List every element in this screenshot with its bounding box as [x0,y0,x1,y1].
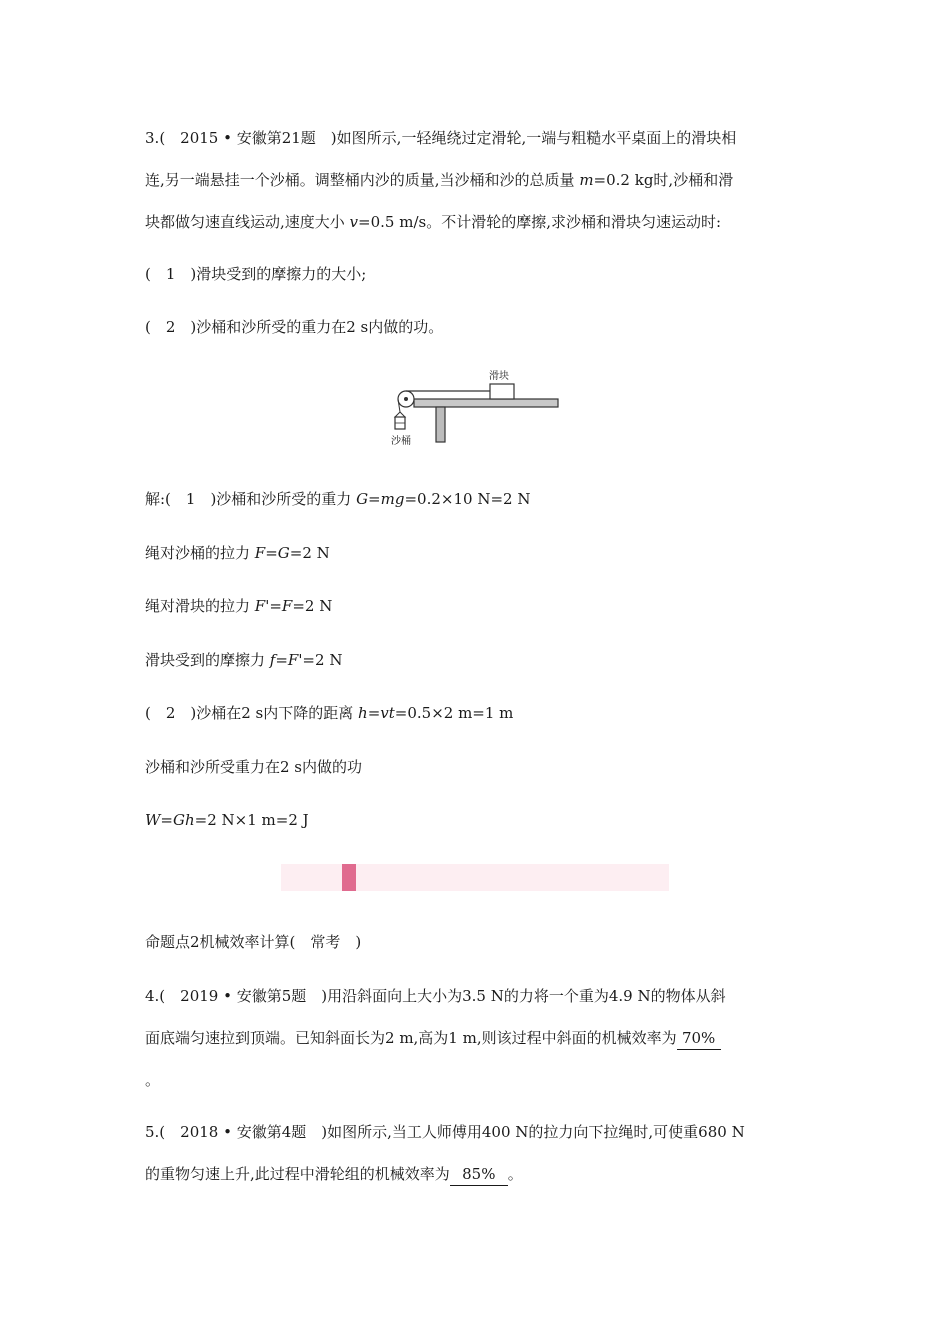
bucket-handle [395,412,405,417]
banner-accent-mark [342,864,356,891]
table-top [414,399,558,407]
solution-line-2: 绳对沙桶的拉力 F=G=2 N [145,544,330,562]
section-divider-banner [281,864,669,891]
q4-line-2: 面底端匀速拉到顶端。已知斜面长为2 m,高为1 m,则该过程中斜面的机械效率为 70% [145,1027,830,1050]
slider-block [490,384,514,399]
solution-line-6: 沙桶和沙所受重力在2 s内做的功 [145,758,363,776]
block-label: 滑块 [489,371,509,382]
table-leg [436,407,445,442]
q3-source: ( 2015 • 安徽第21题 ) [159,129,337,147]
q3-number: 3. [145,129,160,147]
q4-line-1: 4.( 2019 • 安徽第5题 )用沿斜面向上大小为3.5 N的力将一个重为4.9 N的物体从斜 [145,987,726,1005]
q3-subquestion-1: ( 1 )滑块受到的摩擦力的大小; [145,265,367,283]
section-heading: 命题点2机械效率计算( 常考 ) [145,933,362,951]
pulley-diagram [388,364,568,454]
pulley-axle [404,397,408,401]
q5-line-2: 的重物匀速上升,此过程中滑轮组的机械效率为 85% 。 [145,1163,830,1186]
solution-line-7: W=Gh=2 N×1 m=2 J [145,811,309,829]
solution-line-5: ( 2 )沙桶在2 s内下降的距离 h=vt=0.5×2 m=1 m [145,704,514,722]
q3-line-3: 块都做匀速直线运动,速度大小 v=0.5 m/s。不计滑轮的摩擦,求沙桶和滑块匀速运动时: [145,213,722,231]
q3-line-2: 连,另一端悬挂一个沙桶。调整桶内沙的质量,当沙桶和沙的总质量 m=0.2 kg时,沙桶和滑 [145,171,734,189]
solution-line-4: 滑块受到的摩擦力 f=F'=2 N [145,651,343,669]
q4-answer: 70% [677,1027,721,1050]
bucket-label: 沙桶 [391,436,411,447]
q5-answer: 85% [450,1163,508,1186]
pulley-diagram-svg [388,364,568,454]
q4-line-3: 。 [145,1071,161,1089]
solution-line-3: 绳对滑块的拉力 F'=F=2 N [145,597,333,615]
q5-line-1: 5.( 2018 • 安徽第4题 )如图所示,当工人师傅用400 N的拉力向下拉绳时,可使重680 N [145,1123,745,1141]
q3-subquestion-2: ( 2 )沙桶和沙所受的重力在2 s内做的功。 [145,318,444,336]
q3-line-1: 3.( 2015 • 安徽第21题 )如图所示,一轻绳绕过定滑轮,一端与粗糙水平桌面上的滑块相 [145,129,737,147]
solution-line-1: 解:( 1 )沙桶和沙所受的重力 G=mg=0.2×10 N=2 N [145,490,531,508]
